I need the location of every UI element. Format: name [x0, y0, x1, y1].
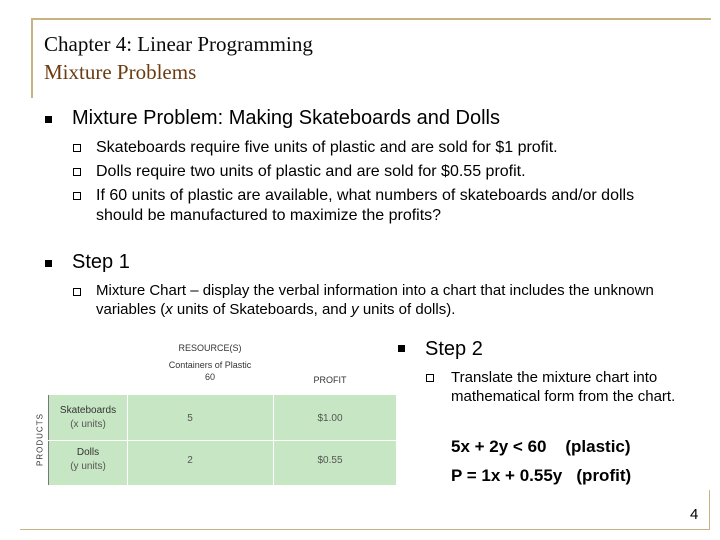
square-bullet-icon — [45, 260, 52, 267]
resource-subheader: Containers of Plastic — [168, 360, 252, 370]
chart-col-divider — [273, 395, 274, 485]
title-line-2: Mixture Problems — [44, 60, 197, 84]
frame-right-line — [709, 490, 710, 530]
mixture-chart-image — [30, 335, 396, 485]
resource-amount: 60 — [204, 372, 215, 382]
sub-bullet-skateboards: Skateboards require five units of plastic and are sold for $1 profit. — [96, 139, 558, 156]
frame-left-line — [31, 18, 33, 98]
row-skateboards-name: Skateboards — [59, 405, 117, 416]
frame-top-line — [31, 18, 711, 20]
row-dolls-units: (y units) — [70, 461, 106, 472]
chart-col-divider — [127, 395, 128, 485]
sub-bullet-dolls: Dolls require two units of plastic and are sold for $0.55 profit. — [96, 163, 526, 180]
title-line-1: Chapter 4: Linear Programming — [44, 32, 313, 56]
hollow-square-bullet-icon — [73, 192, 81, 200]
bullet-step-2: Step 2 — [425, 338, 483, 360]
hollow-square-bullet-icon — [73, 144, 81, 152]
equation-plastic: 5x + 2y < 60 (plastic) — [451, 437, 631, 456]
slide-title — [44, 30, 313, 86]
row-dolls-profit: $0.55 — [317, 455, 343, 466]
products-axis-label: PRODUCTS — [35, 413, 45, 466]
row-dolls-plastic: 2 — [187, 455, 193, 466]
hollow-square-bullet-icon — [73, 168, 81, 176]
row-skateboards-plastic: 5 — [187, 413, 193, 424]
hollow-square-bullet-icon — [426, 374, 434, 382]
bullet-step-1: Step 1 — [72, 251, 130, 273]
equation-profit: P = 1x + 0.55y (profit) — [451, 466, 632, 485]
row-skateboards-units: (x units) — [70, 419, 106, 430]
resource-header: RESOURCE(S) — [178, 343, 242, 353]
row-dolls-name: Dolls — [76, 447, 100, 458]
square-bullet-icon — [45, 116, 52, 123]
profit-header: PROFIT — [313, 375, 347, 385]
row-skateboards-profit: $1.00 — [317, 413, 343, 424]
frame-bottom-line — [20, 529, 710, 530]
hollow-square-bullet-icon — [73, 288, 81, 296]
sub-bullet-question: If 60 units of plastic are available, what numbers of skateboards and/or dolls should be manufactured to maximize the profits? — [96, 187, 635, 224]
bullet-mixture-problem: Mixture Problem: Making Skateboards and Dolls — [72, 107, 500, 129]
sub-bullet-translate: Translate the mixture chart into mathematical form from the chart. — [451, 369, 676, 405]
page-number: 4 — [690, 506, 699, 523]
square-bullet-icon — [398, 345, 405, 352]
chart-row-divider — [48, 440, 396, 441]
sub-bullet-mixture-chart: Mixture Chart – display the verbal information into a chart that includes the unknown variables (x units of Skateboards, and y units of dolls). — [96, 282, 654, 318]
